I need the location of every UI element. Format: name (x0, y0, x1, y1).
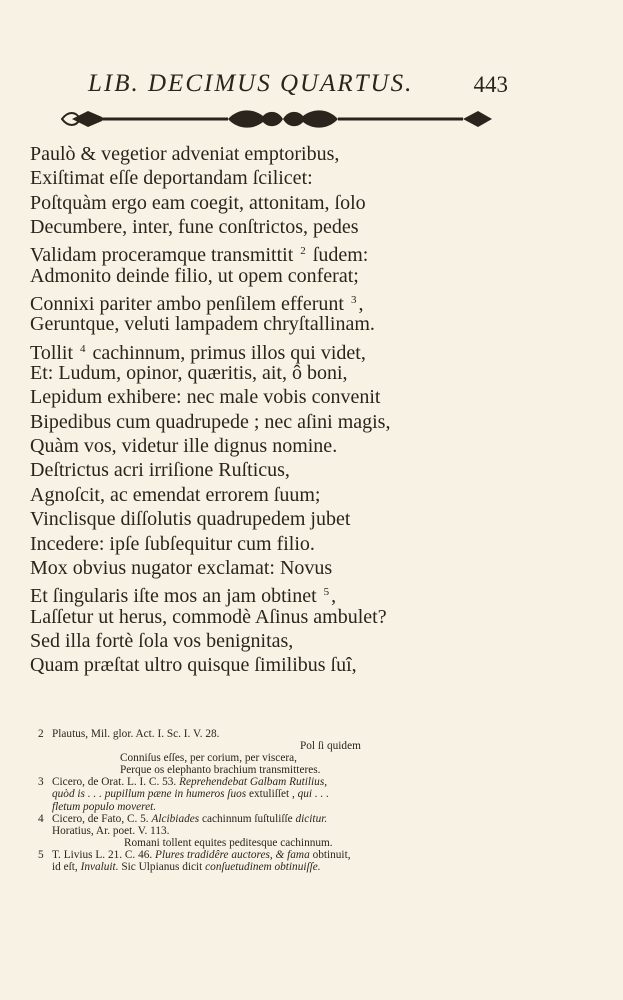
page-header (88, 70, 508, 102)
footnote-4-cont: Horatius, Ar. poet. V. 113. (52, 824, 170, 837)
ornament-divider-icon (58, 106, 498, 132)
verse-line: Paulò & vegetior adveniat emptoribus, (30, 143, 340, 165)
footnote-4: 4 Cicero, de Fato, C. 5. Alcibiades cachinnum ſuſtuliſſe dicitur. (38, 812, 328, 825)
verse-line: Tollit $^4$ cachinnum, primus illos qui videt, (30, 341, 366, 364)
footnote-2-quote: Pol ſi quidem (300, 740, 361, 753)
footnote-2-quote: Conniſus eſſes, per corium, per viscera, (120, 752, 297, 765)
footnote-3-cont: quòd is . . . pupillum pæne in humeros ſuos extuliſſet , qui . . . (52, 788, 330, 801)
verse-line: Admonito deinde filio, ut opem conferat; (30, 264, 359, 287)
verse-line: Validam proceramque transmittit $^2$ ſudem: (30, 244, 369, 267)
footnote-4-quote: Romani tollent equites peditesque cachinnum. (124, 836, 333, 849)
footnote-ref-5[interactable]: 5 (323, 586, 330, 599)
verse-line: Exiſtimat eſſe deportandam ſcilicet: (30, 167, 313, 190)
verse-line: Incedere: ipſe ſubſequitur cum filio. (30, 532, 315, 555)
page-number: 443 (473, 72, 508, 97)
footnote-ref-4[interactable]: 4 (80, 342, 86, 355)
verse-text (30, 142, 500, 678)
verse-line: Et ſingularis iſte mos an jam obtinet $^5$ , (30, 585, 337, 608)
verse-line: Deſtrictus acri irriſione Ruſticus, (30, 459, 290, 482)
footnote-ref-2[interactable]: 2 (300, 245, 306, 258)
verse-line: Vinclisque diſſolutis quadrupedem jubet (30, 508, 351, 531)
footnote-5: 5 T. Livius L. 21. C. 46. Plures tradidêre auctores, & fama obtinuit, (38, 848, 351, 861)
verse-line: Quam præſtat ultro quisque ſimilibus ſuî, (30, 654, 357, 677)
verse-line: Bipedibus cum quadrupede ; nec aſini magis, (30, 410, 391, 433)
footnote-3: 3 Cicero, de Orat. L. I. C. 53. Reprehendebat Galbam Rutilius, (38, 776, 328, 789)
verse-line: Geruntque, veluti lampadem chryſtallinam. (30, 313, 375, 336)
verse-line: Decumbere, inter, fune conſtrictos, pedes (30, 216, 359, 239)
footnote-2-quote: Perque os elephanto brachium transmitteres. (120, 764, 321, 777)
footnote-ref-3[interactable]: 3 (350, 294, 357, 307)
verse-line: Poſtquàm ergo eam coegit, attonitam, ſolo (30, 191, 366, 214)
footnote-2: 2 Plautus, Mil. glor. Act. I. Sc. I. V. 28. (38, 728, 220, 740)
verse-line: Sed illa fortè ſola vos benignitas, (30, 629, 294, 652)
running-title: LIB. DECIMUS QUARTUS. (88, 70, 414, 97)
verse-line: Connixi pariter ambo penſilem efferunt $^3$ , (30, 293, 364, 316)
verse-line: Agnoſcit, ac emendat errorem ſuum; (30, 483, 321, 506)
verse-line: Laſſetur ut herus, commodè Aſinus ambulet? (30, 605, 387, 628)
footnote-3-cont: fletum populo moveret. (52, 800, 157, 813)
verse-line: Quàm vos, videtur ille dignus nomine. (30, 435, 338, 458)
verse-line: Et: Ludum, opinor, quæritis, ait, ô boni, (30, 362, 348, 385)
footnotes (38, 728, 488, 873)
verse-line: Lepidum exhibere: nec male vobis convenit (30, 386, 381, 409)
verse-line: Mox obvius nugator exclamat: Novus (30, 556, 333, 579)
footnote-5-cont: id eſt, Invaluit. Sic Ulpianus dicit conſuetudinem obtinuiſſe. (52, 861, 321, 874)
